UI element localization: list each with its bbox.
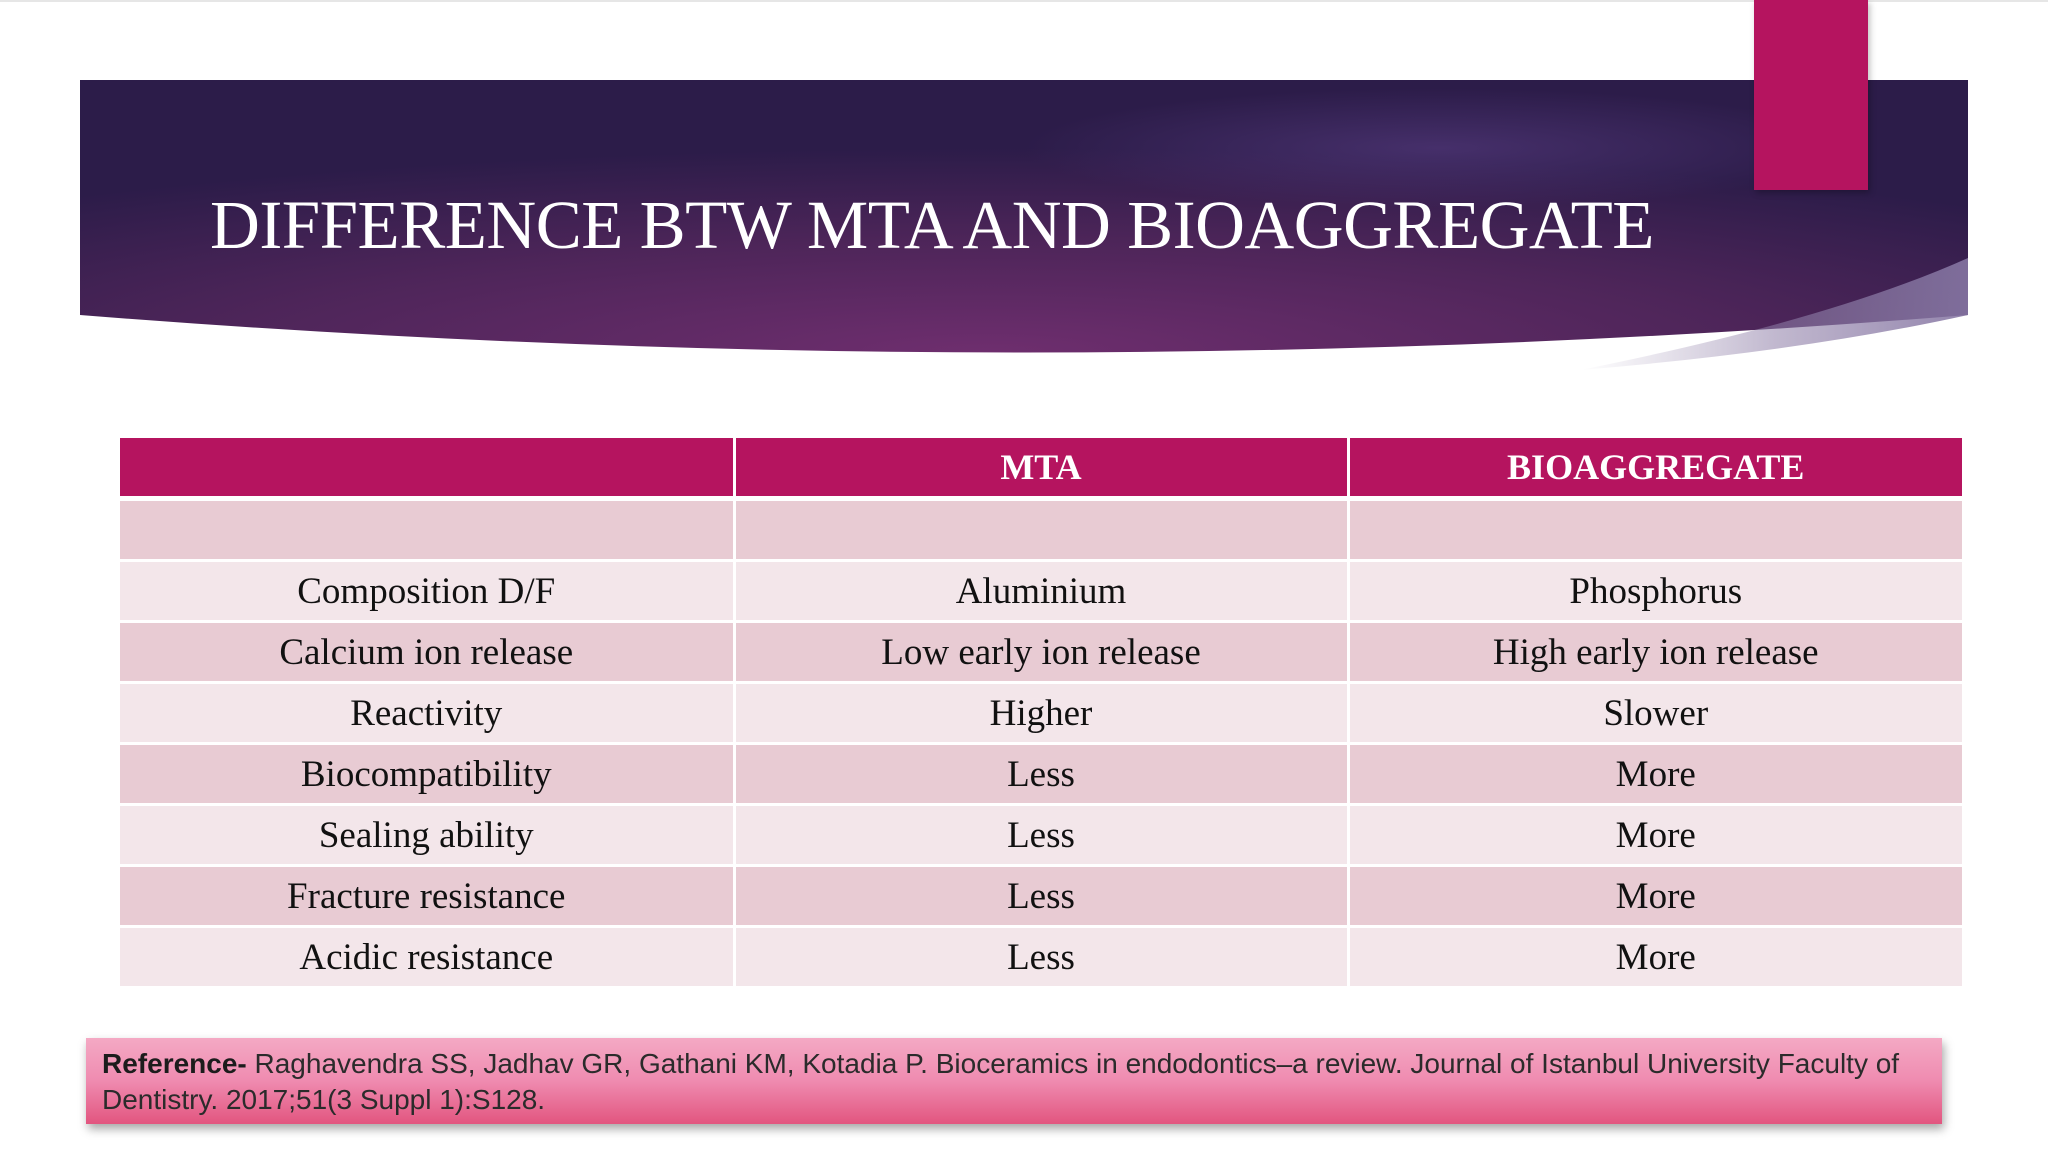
table-row xyxy=(120,622,1962,683)
slide-top-border xyxy=(0,0,2048,2)
table-row xyxy=(120,683,1962,744)
table-cell: Reactivity xyxy=(120,683,734,744)
table-cell: Phosphorus xyxy=(1348,561,1962,622)
table-cell: Slower xyxy=(1348,683,1962,744)
table-row xyxy=(120,805,1962,866)
reference-text: Raghavendra SS, Jadhav GR, Gathani KM, Kotadia P. Bioceramics in endodontics–a review. Journal of Istanbul University Faculty of Dentistry. 2017;51(3 Suppl 1):S128. xyxy=(102,1048,1900,1115)
comparison-table xyxy=(120,438,1962,989)
table-cell: Less xyxy=(734,927,1348,988)
table-cell: More xyxy=(1348,805,1962,866)
table-cell: More xyxy=(1348,744,1962,805)
table-cell: More xyxy=(1348,866,1962,927)
table-cell: Low early ion release xyxy=(734,622,1348,683)
slide-title: DIFFERENCE BTW MTA AND BIOAGGREGATE xyxy=(210,187,1654,263)
table-row xyxy=(120,866,1962,927)
reference-box xyxy=(86,1038,1942,1124)
table-cell: Biocompatibility xyxy=(120,744,734,805)
header-cell-property xyxy=(120,438,734,499)
table-row xyxy=(120,499,1962,561)
table-cell: Composition D/F xyxy=(120,561,734,622)
header-cell-mta: MTA xyxy=(734,438,1348,499)
table-cell: High early ion release xyxy=(1348,622,1962,683)
header-cell-bioaggregate: BIOAGGREGATE xyxy=(1348,438,1962,499)
table-cell: Less xyxy=(734,866,1348,927)
table-cell: More xyxy=(1348,927,1962,988)
table-cell: Sealing ability xyxy=(120,805,734,866)
table-cell: Higher xyxy=(734,683,1348,744)
table-row xyxy=(120,561,1962,622)
table-header-row xyxy=(120,438,1962,499)
reference-label: Reference- xyxy=(102,1048,247,1079)
table-cell xyxy=(120,499,734,561)
table-cell: Calcium ion release xyxy=(120,622,734,683)
table-cell: Acidic resistance xyxy=(120,927,734,988)
table-cell: Fracture resistance xyxy=(120,866,734,927)
table-cell: Less xyxy=(734,744,1348,805)
table-cell xyxy=(1348,499,1962,561)
table-cell: Less xyxy=(734,805,1348,866)
table-cell xyxy=(734,499,1348,561)
table-row xyxy=(120,927,1962,988)
table-cell: Aluminium xyxy=(734,561,1348,622)
table-row xyxy=(120,744,1962,805)
accent-tab xyxy=(1754,0,1868,190)
